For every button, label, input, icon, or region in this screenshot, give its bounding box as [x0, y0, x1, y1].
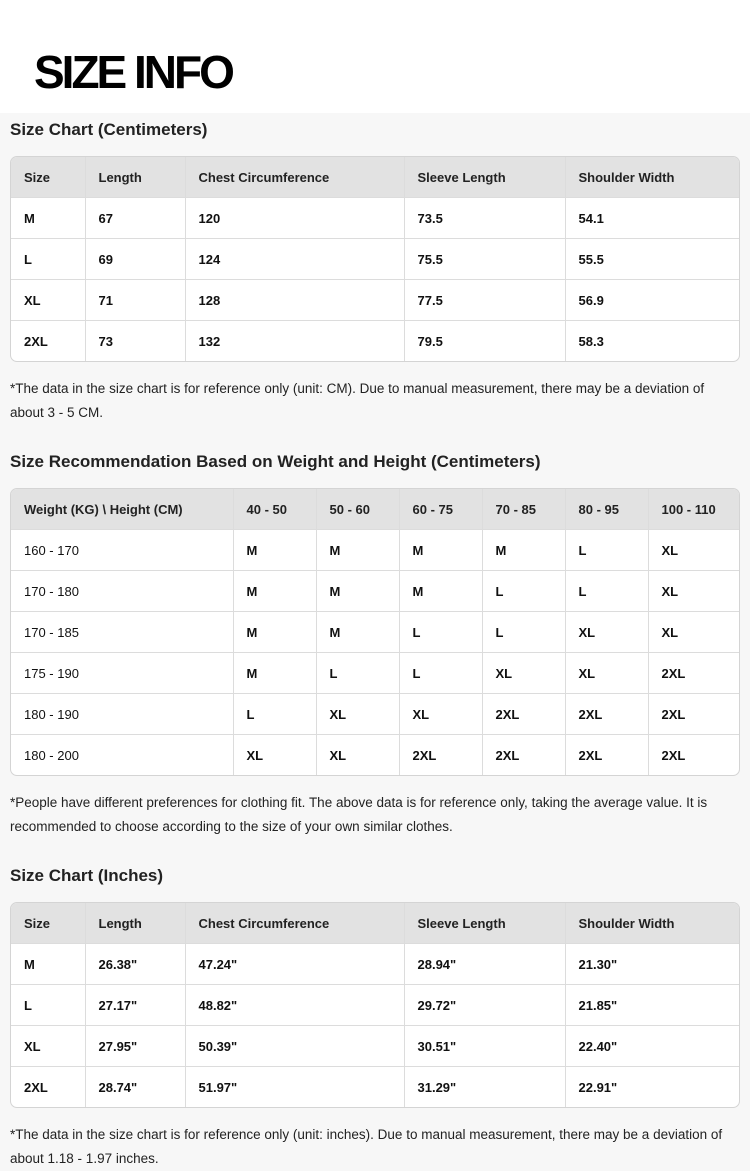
table-row [11, 530, 739, 571]
table-cell: 180 - 190 [11, 694, 233, 735]
table-cell: 2XL [648, 653, 739, 694]
table-cell: 21.85" [565, 985, 739, 1026]
table-cell: L [565, 530, 648, 571]
header-cell: Sleeve Length [404, 903, 565, 944]
table-cell: XL [316, 735, 399, 776]
table-cell: L [399, 653, 482, 694]
table-cell: 47.24" [185, 944, 404, 985]
table-cell: 56.9 [565, 280, 739, 321]
header-cell: 100 - 110 [648, 489, 739, 530]
header-cell: 80 - 95 [565, 489, 648, 530]
table-cell: M [316, 530, 399, 571]
table-row [11, 571, 739, 612]
table-row [11, 985, 739, 1026]
table-cell: 2XL [482, 735, 565, 776]
table-cell: 170 - 185 [11, 612, 233, 653]
cm-chart-note: *The data in the size chart is for reference only (unit: CM). Due to manual measurement, there may be a deviation of about 3 - 5 CM. [10, 381, 705, 420]
table-cell: XL [482, 653, 565, 694]
table-row [11, 735, 739, 776]
table-cell: 22.91" [578, 1079, 618, 1095]
table-cell: 51.97" [185, 1067, 404, 1108]
page-title: SIZE INFO [34, 46, 232, 98]
header-cell: Length [85, 903, 185, 944]
table-cell: 69 [85, 239, 185, 280]
cm-chart-title: Size Chart (Centimeters) [10, 120, 208, 139]
table-cell: 2XL [482, 694, 565, 735]
header-cell: Shoulder Width [565, 157, 739, 198]
table-cell: M [233, 612, 316, 653]
inch-chart-title: Size Chart (Inches) [10, 866, 164, 885]
table-cell: 2XL [648, 694, 739, 735]
header-cell: Shoulder Width [565, 903, 739, 944]
table-cell: M [233, 653, 316, 694]
table-cell: XL [11, 280, 85, 321]
table-cell: L [233, 694, 316, 735]
recommendation-note: *People have different preferences for clothing fit. The above data is for reference only, taking the average value. It is recommended to choose according to the size of your own similar clothes. [10, 795, 708, 834]
table-cell: M [316, 571, 399, 612]
table-cell: 27.17" [85, 985, 185, 1026]
table-cell: 54.1 [565, 198, 739, 239]
table-cell: M [482, 530, 565, 571]
table-cell: L [11, 239, 85, 280]
header-cell: Size [11, 157, 85, 198]
table-cell: 31.29" [404, 1067, 565, 1108]
table-cell: 175 - 190 [11, 653, 233, 694]
table-cell: XL [11, 1026, 85, 1067]
header-cell: Chest Circumference [185, 157, 404, 198]
table-cell: XL [565, 653, 648, 694]
table-cell: M [399, 530, 482, 571]
table-cell: 120 [185, 198, 404, 239]
table-cell: 79.5 [404, 321, 565, 362]
table-cell: 2XL [11, 321, 85, 362]
table-row [11, 1026, 739, 1067]
table-cell: XL [399, 694, 482, 735]
banner [0, 0, 750, 113]
table-cell: 58.3 [578, 333, 604, 349]
table-header-row [11, 157, 739, 198]
table-cell: XL [648, 571, 739, 612]
recommendation-table [10, 488, 740, 776]
table-row [11, 321, 739, 362]
table-cell: L [482, 571, 565, 612]
table-row [11, 198, 739, 239]
table-cell: 124 [185, 239, 404, 280]
inch-size-table [10, 902, 740, 1108]
table-cell: 2XL [565, 735, 648, 776]
table-row [11, 944, 739, 985]
table-cell: 67 [85, 198, 185, 239]
table-cell: L [399, 612, 482, 653]
table-cell: 30.51" [404, 1026, 565, 1067]
table-cell: XL [233, 735, 316, 776]
table-cell: M [11, 198, 85, 239]
table-row [11, 280, 739, 321]
table-header-row [11, 489, 739, 530]
table-cell: 71 [85, 280, 185, 321]
table-cell: XL [648, 530, 739, 571]
table-cell: M [316, 612, 399, 653]
table-row [11, 653, 739, 694]
table-cell: L [316, 653, 399, 694]
table-header-row [11, 903, 739, 944]
table-cell: 73.5 [404, 198, 565, 239]
table-row [11, 1067, 739, 1108]
table-cell: 28.94" [404, 944, 565, 985]
recommendation-title: Size Recommendation Based on Weight and Height (Centimeters) [10, 452, 541, 471]
table-cell: 77.5 [404, 280, 565, 321]
table-cell: XL [565, 612, 648, 653]
table-row [11, 694, 739, 735]
table-row [11, 612, 739, 653]
header-cell: 50 - 60 [316, 489, 399, 530]
table-cell: 48.82" [185, 985, 404, 1026]
table-cell: 28.74" [85, 1067, 185, 1108]
table-cell: 2XL [11, 1067, 85, 1108]
table-cell: M [233, 530, 316, 571]
header-cell: 60 - 75 [399, 489, 482, 530]
table-cell: 55.5 [565, 239, 739, 280]
table-cell: M [11, 944, 85, 985]
table-cell: L [565, 571, 648, 612]
table-cell: 29.72" [404, 985, 565, 1026]
table-cell: 75.5 [404, 239, 565, 280]
inch-chart-note: *The data in the size chart is for reference only (unit: inches). Due to manual measurement, there may be a deviation of about 1.18 - 1.97 inches. [10, 1127, 723, 1166]
table-cell: 73 [85, 321, 185, 362]
table-cell: 132 [185, 321, 404, 362]
content [0, 113, 750, 1171]
header-cell: Sleeve Length [404, 157, 565, 198]
table-cell: L [482, 612, 565, 653]
cm-size-table [10, 156, 740, 362]
header-cell: Size [11, 903, 85, 944]
table-cell: XL [316, 694, 399, 735]
table-row [11, 239, 739, 280]
table-cell: M [399, 571, 482, 612]
table-cell: 22.40" [565, 1026, 739, 1067]
table-cell: XL [648, 612, 739, 653]
table-cell: 21.30" [565, 944, 739, 985]
table-cell: 128 [185, 280, 404, 321]
header-cell: Weight (KG) \ Height (CM) [11, 489, 233, 530]
table-cell: 180 - 200 [11, 735, 233, 776]
table-cell: M [233, 571, 316, 612]
table-cell: 2XL [565, 694, 648, 735]
table-cell: 160 - 170 [11, 530, 233, 571]
header-cell: 40 - 50 [233, 489, 316, 530]
header-cell: Length [85, 157, 185, 198]
table-cell: 2XL [399, 735, 482, 776]
table-cell: 2XL [661, 747, 686, 763]
table-cell: 170 - 180 [11, 571, 233, 612]
header-cell: 70 - 85 [482, 489, 565, 530]
header-cell: Chest Circumference [185, 903, 404, 944]
table-cell: L [11, 985, 85, 1026]
table-cell: 27.95" [85, 1026, 185, 1067]
table-cell: 26.38" [85, 944, 185, 985]
table-cell: 50.39" [185, 1026, 404, 1067]
